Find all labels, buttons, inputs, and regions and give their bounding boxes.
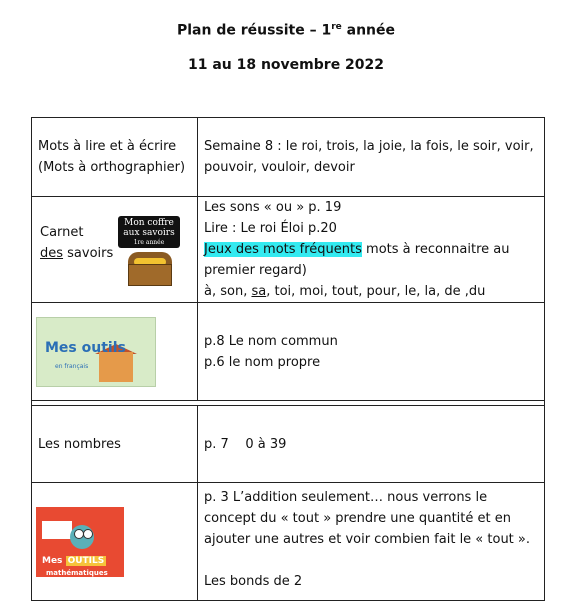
mes-outils-maths-cover: Mes OUTILS mathématiques [36,507,124,577]
label-cell-mots: Mots à lire et à écrire (Mots à orthographier) [32,118,198,197]
table-row-francais [32,303,545,401]
content-cell-nombres: p. 7 0 à 39 [198,406,545,483]
date-range: 11 au 18 novembre 2022 [187,57,385,73]
highlighted-text: Jeux des mots fréquents [204,242,362,257]
content-cell-maths: p. 3 L’addition seulement… nous verrons le concept du « tout » prendre une quantité et en ajouter une autres et voir combien fait le « tout ». Les bonds de 2 [198,483,545,601]
plan-table [31,117,545,601]
content-cell-carnet: Les sons « ou » p. 19 Lire : Le roi Éloi p.20 Jeux des mots fréquents mots à reconnaitre au premier regard) à, son, sa, toi, moi, tout, pour, le, la, de ,du [198,197,545,303]
content-cell-mots: Semaine 8 : le roi, trois, la joie, la fois, le soir, voir, pouvoir, vouloir, devoir [198,118,545,197]
table-row-mots [32,118,545,197]
label-cell-francais [32,303,198,401]
label-cell-carnet: Carnet des savoirs Mon coffre aux savoirs 1re année [32,197,198,303]
table-row-maths [32,483,545,601]
label-cell-maths [32,483,198,601]
mes-outils-francais-cover: Mes outils en français [36,317,156,387]
content-cell-francais: p.8 Le nom commun p.6 le nom propre [198,303,545,401]
table-row-carnet [32,197,545,303]
label-cell-nombres: Les nombres [32,406,198,483]
treasure-chest-icon [128,252,172,286]
page-title: Plan de réussite – 1re année [176,22,396,39]
table-row-nombres [32,406,545,483]
coffre-savoirs-image: Mon coffre aux savoirs 1re année [118,216,182,288]
